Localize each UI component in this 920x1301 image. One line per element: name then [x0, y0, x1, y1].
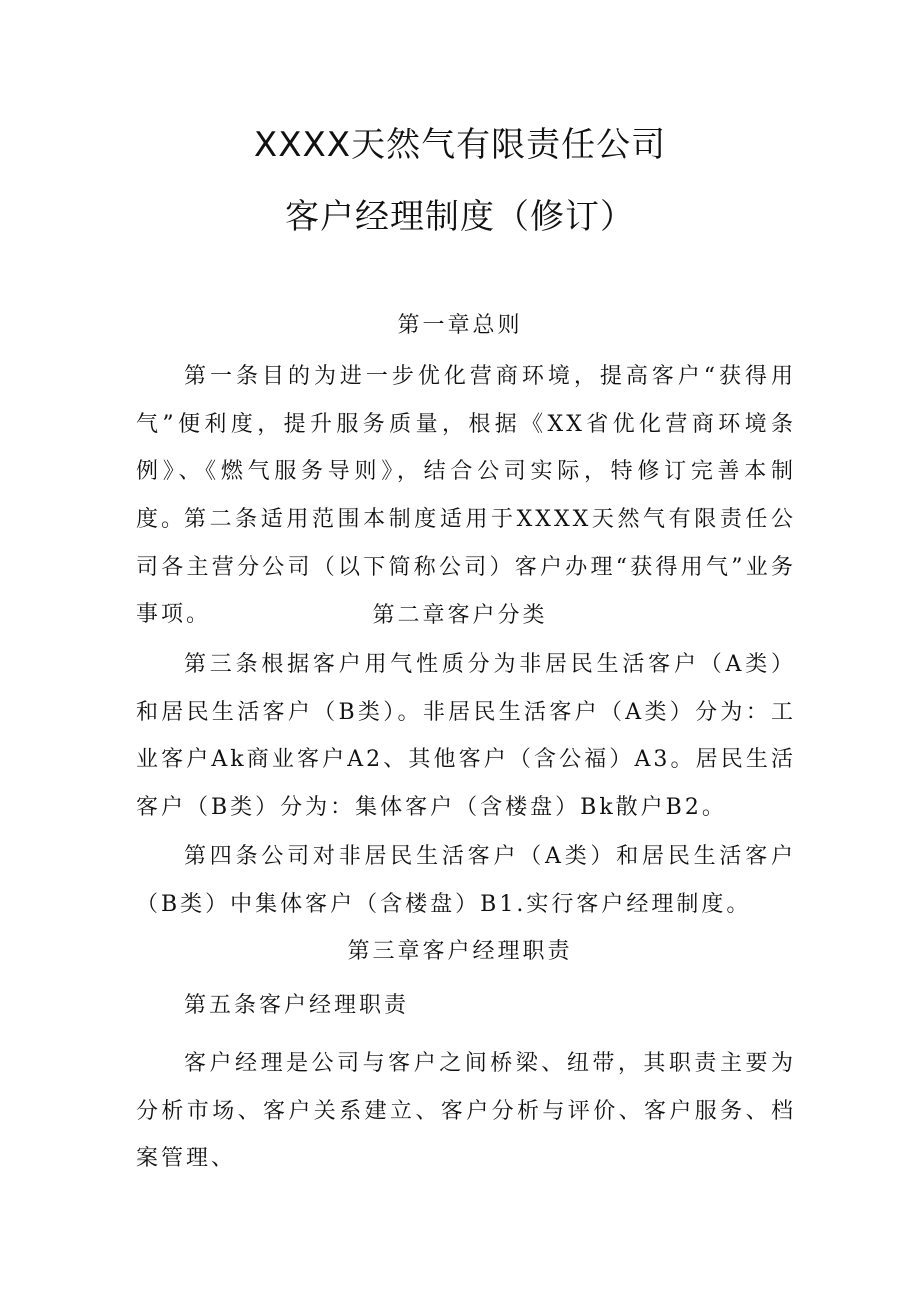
article-2-paragraph: 第二条适用范围本制度适用于XXXX天然气有限责任公司各主营分公司（以下简称公司）客户办理“获得用气”业务事项。	[136, 507, 796, 627]
article-3-paragraph: 第三条根据客户用气性质分为非居民生活客户（A类）和居民生活客户（B类）。非居民生活客户（A类）分为：工业客户Ak商业客户A2、其他客户（含公福）A3。居民生活客户（B类）分为：集体客户（含楼盘）Bk散户B2。	[136, 652, 796, 820]
article-4-paragraph: 第四条公司对非居民生活客户（A类）和居民生活客户（B类）中集体客户（含楼盘）B1.实行客户经理制度。	[136, 844, 796, 917]
chapter-2-heading: 第二章客户分类	[372, 603, 548, 628]
chapter-1-heading: 第一章总则	[397, 313, 523, 338]
article-5-heading: 第五条客户经理职责	[184, 993, 410, 1018]
article-1-paragraph: 第一条目的为进一步优化营商环境，提高客户“获得用气”便利度，提升服务质量，根据《XX省优化营商环境条例》、《燃气服务导则》，结合公司实际，特修订完善本制度。	[136, 364, 796, 532]
document-company-title: XXXX天然气有限责任公司	[253, 125, 667, 165]
document-title: 客户经理制度（修订）	[285, 197, 635, 237]
chapter-3-heading: 第三章客户经理职责	[347, 939, 573, 964]
article-5-paragraph: 客户经理是公司与客户之间桥梁、纽带，其职责主要为分析市场、客户关系建立、客户分析与评价、客户服务、档案管理、	[136, 1051, 796, 1171]
